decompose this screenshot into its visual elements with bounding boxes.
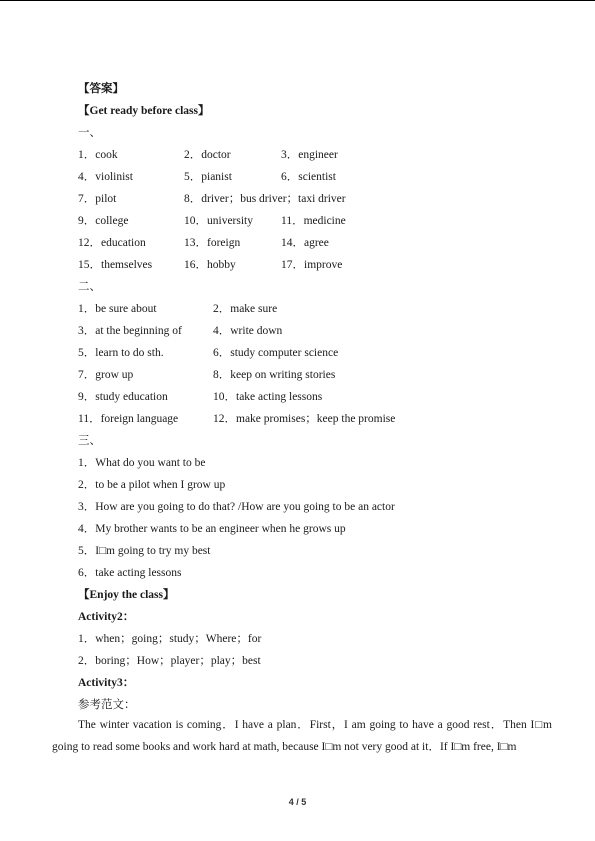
vocab-item: 12．education [78,237,146,249]
part3-label: 三、 [78,435,101,447]
phrase-row [78,298,548,320]
activity2-label: Activity2： [78,611,135,623]
vocab-item: 14．agree [281,237,329,249]
vocab-item: 13．foreign [184,237,241,249]
sentence-item: 2．to be a pilot when I grow up [78,479,226,491]
vocab-item: 6．scientist [281,171,336,183]
vocab-item: 10．university [184,215,253,227]
vocab-row [78,232,548,254]
phrase-item: 12．make promises；keep the promise [213,413,396,425]
vocab-item: 4．violinist [78,171,133,183]
phrase-item: 11．foreign language [78,413,179,425]
phrase-row [78,408,548,430]
vocab-item: 2．doctor [184,149,231,161]
phrase-item: 10．take acting lessons [213,391,323,403]
phrase-item: 2．make sure [213,303,278,315]
activity3-label: Activity3： [78,677,135,689]
sentence-item: 3．How are you going to do that? /How are you going to be an actor [78,501,395,513]
sentence-item: 5．I□m going to try my best [78,545,211,557]
vocab-row [78,166,548,188]
sentence-item: 6．take acting lessons [78,567,182,579]
vocab-item: 7．pilot [78,193,117,205]
phrase-row [78,364,548,386]
vocab-item: 11．medicine [281,215,346,227]
part3-sentence-list [78,452,548,584]
phrase-item: 3．at the beginning of [78,325,182,337]
phrase-item: 5．learn to do sth. [78,347,164,359]
sentence-item: 4．My brother wants to be an engineer when he grows up [78,523,346,535]
vocab-item: 3．engineer [281,149,338,161]
phrase-item: 8．keep on writing stories [213,369,336,381]
vocab-item: 8．driver；bus driver；taxi driver [184,193,346,205]
sentence-item: 1．What do you want to be [78,457,206,469]
part1-vocab-list [78,144,548,276]
vocab-item: 1．cook [78,149,118,161]
vocab-item: 16．hobby [184,259,236,271]
phrase-item: 7．grow up [78,369,134,381]
vocab-item: 5．pianist [184,171,232,183]
header-rule [0,0,595,1]
activity2-answer-item: 2．boring；How；player；play；best [78,655,261,667]
phrase-item: 9．study education [78,391,168,403]
vocab-item: 9．college [78,215,129,227]
phrase-item: 4．write down [213,325,283,337]
vocab-row [78,210,548,232]
vocab-row [78,188,548,210]
part1-label: 一、 [78,127,101,139]
phrase-row [78,320,548,342]
page-number: 4 / 5 [288,797,307,807]
vocab-row [78,254,548,276]
activity2-answer-list [78,628,548,672]
vocab-item: 17．improve [281,259,343,271]
phrase-item: 6．study computer science [213,347,339,359]
answer-content [78,78,548,716]
answer-header: 【答案】 [78,83,124,95]
phrase-row [78,386,548,408]
section-get-ready-header: 【Get ready before class】 [78,105,210,117]
activity2-answer-item: 1．when；going；study；Where；for [78,633,262,645]
vocab-row [78,144,548,166]
section-enjoy-class-header: 【Enjoy the class】 [78,589,175,601]
sample-essay-paragraph: The winter vacation is coming．I have a plan．First，I am going to have a good rest．Then I□m going to read some books and work hard at math, because I□m not very good at it．If I□m free, I□m [52,719,552,753]
phrase-row [78,342,548,364]
vocab-item: 15．themselves [78,259,153,271]
phrase-item: 1．be sure about [78,303,157,315]
sample-essay-label: 参考范文： [78,699,136,711]
part2-label: 二、 [78,281,101,293]
part2-phrase-list [78,298,548,430]
